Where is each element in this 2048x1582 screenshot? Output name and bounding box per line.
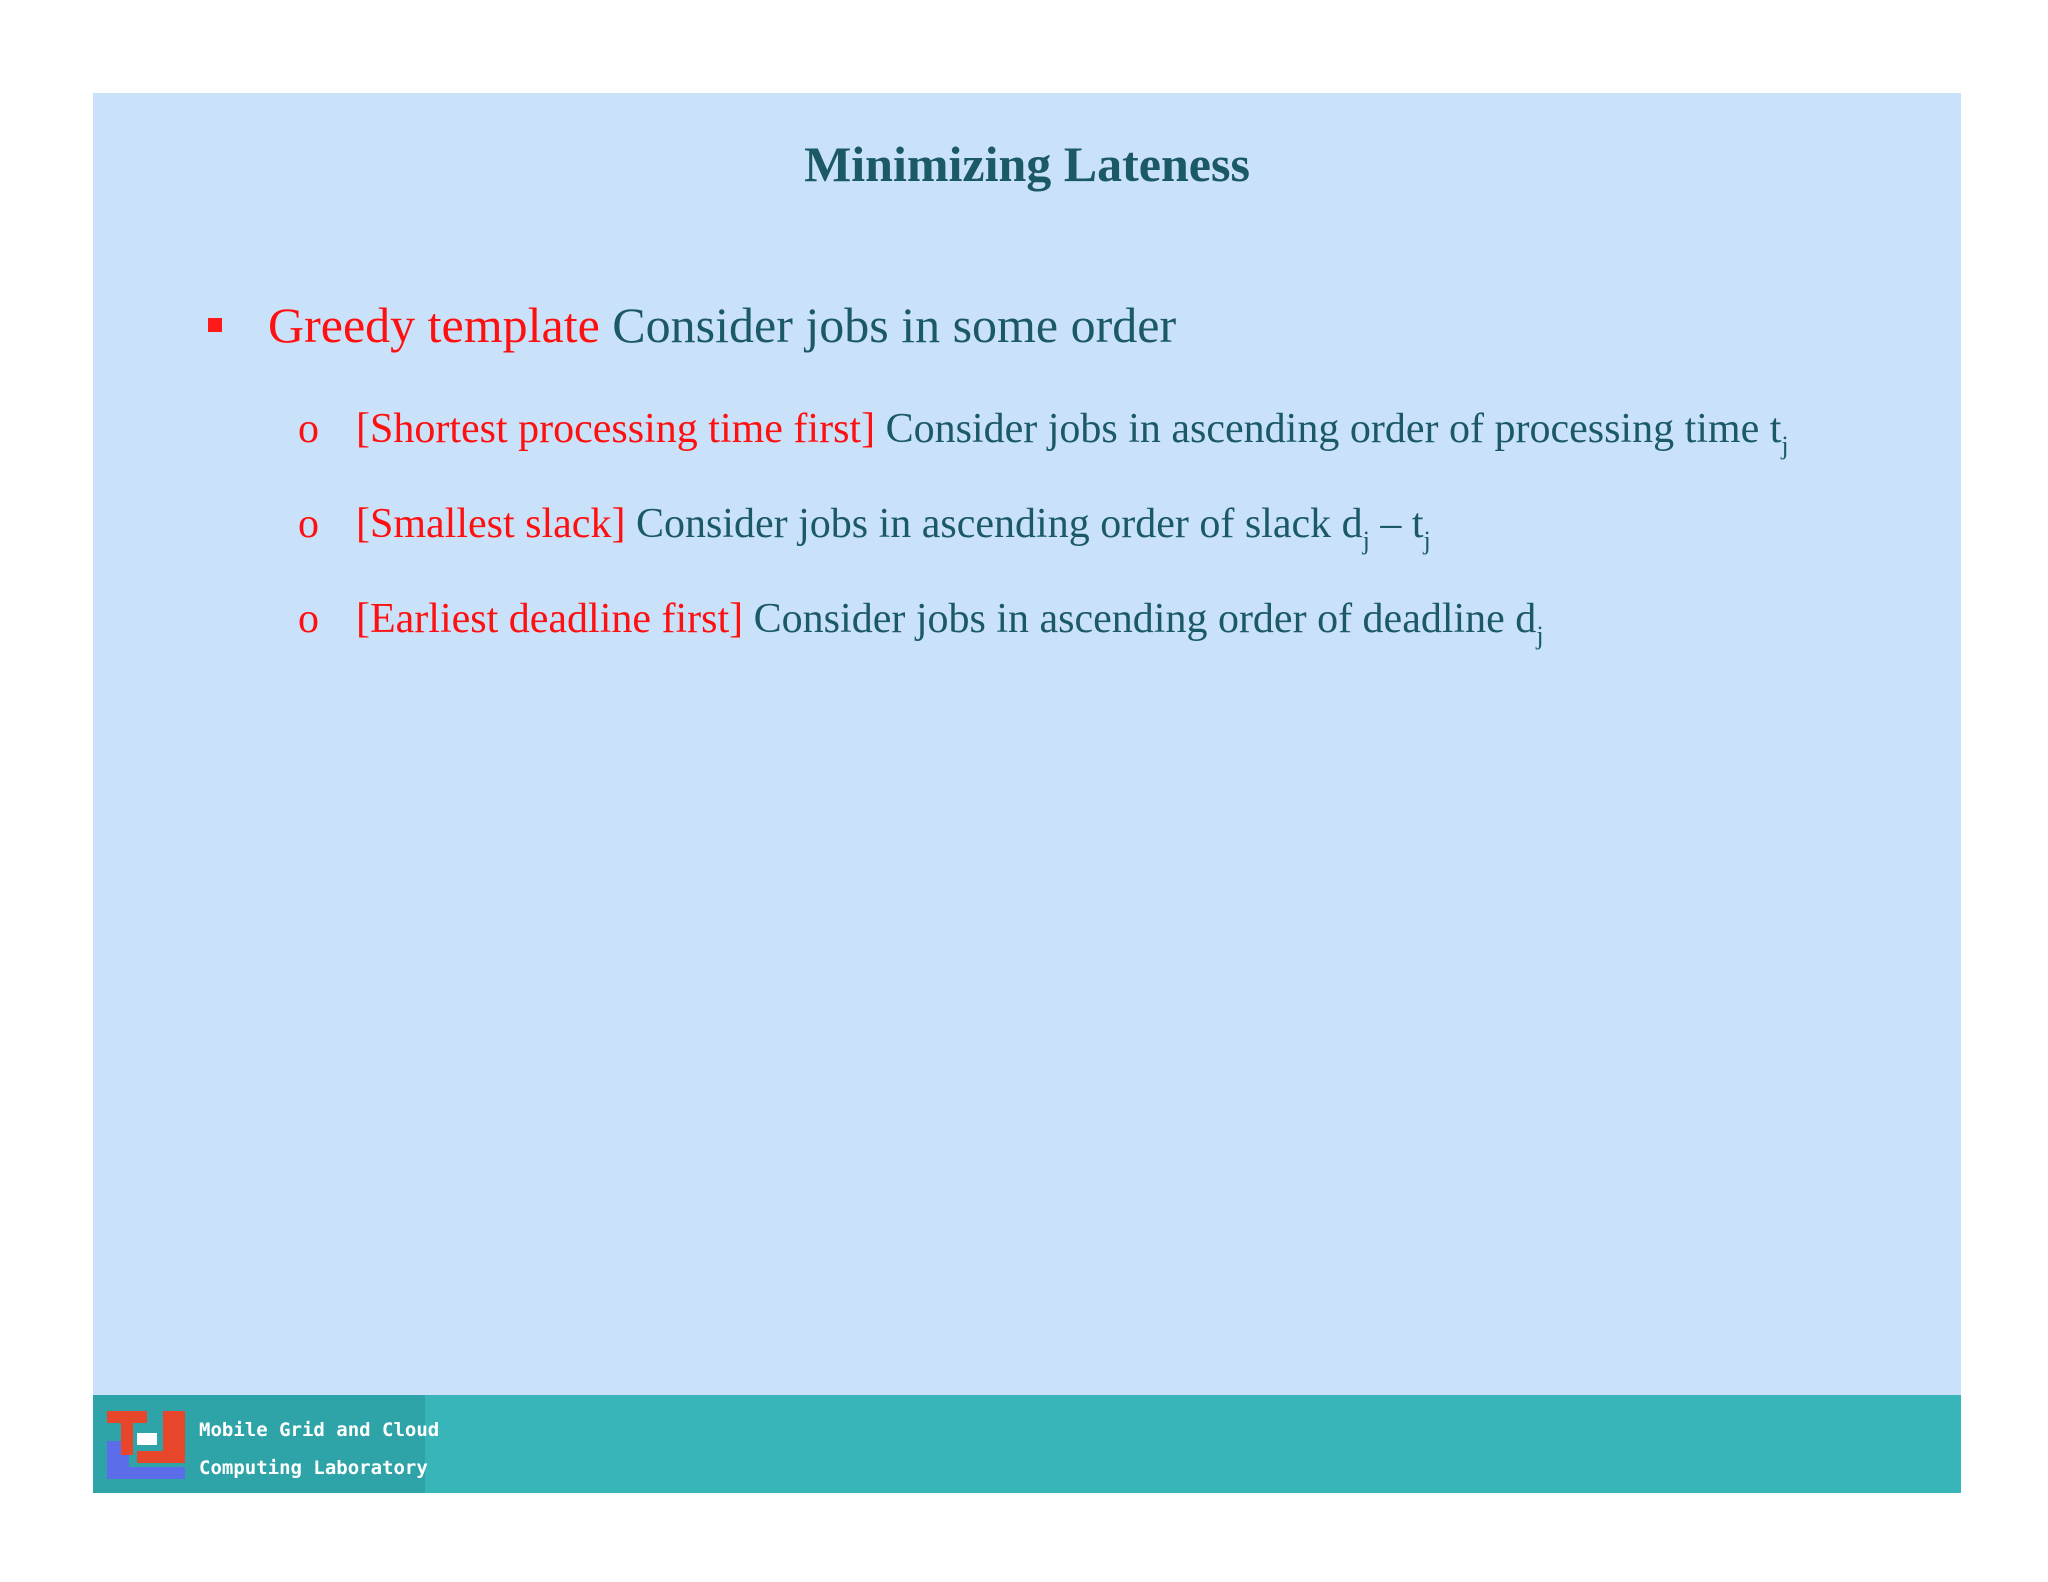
sub-bullet-line xyxy=(356,500,1431,556)
sub-bullet-highlight: [Shortest processing time first] xyxy=(356,406,876,452)
square-bullet-icon xyxy=(208,318,222,332)
subscript: j xyxy=(1362,526,1370,555)
subscript: j xyxy=(1536,621,1544,650)
main-bullet-text xyxy=(268,296,1176,354)
main-bullet-body: Consider jobs in some order xyxy=(612,297,1177,353)
slide-title: Minimizing Lateness xyxy=(804,136,1250,192)
footer-bar xyxy=(93,1395,1961,1493)
sub-bullet-body: Consider jobs in ascending order of slack d xyxy=(635,501,1363,547)
sub-bullet-line xyxy=(356,405,1789,461)
sub-bullet-body: Consider jobs in ascending order of deadline d xyxy=(753,596,1537,642)
lab-name-line1: Mobile Grid and Cloud xyxy=(199,1419,440,1441)
slide-panel xyxy=(93,93,1961,1493)
circle-bullet-icon: o xyxy=(298,596,319,642)
lab-logo xyxy=(93,1395,440,1493)
circle-bullet-icon: o xyxy=(298,501,319,547)
sub-bullet-highlight: [Smallest slack] xyxy=(356,501,626,547)
subscript: j xyxy=(1781,431,1789,460)
main-bullet-highlight: Greedy template xyxy=(268,297,600,353)
circle-bullet-icon: o xyxy=(298,406,319,452)
lab-name xyxy=(199,1411,439,1487)
sub-bullet-line xyxy=(356,595,1544,651)
sub-bullet-highlight: [Earliest deadline first] xyxy=(356,596,744,642)
sub-bullet-body: Consider jobs in ascending order of processing time t xyxy=(885,406,1782,452)
lab-name-line2: Computing Laboratory xyxy=(199,1457,428,1479)
lab-logo-icon xyxy=(107,1411,185,1479)
sub-bullet-body-b: – t xyxy=(1369,501,1424,547)
subscript: j xyxy=(1423,526,1431,555)
